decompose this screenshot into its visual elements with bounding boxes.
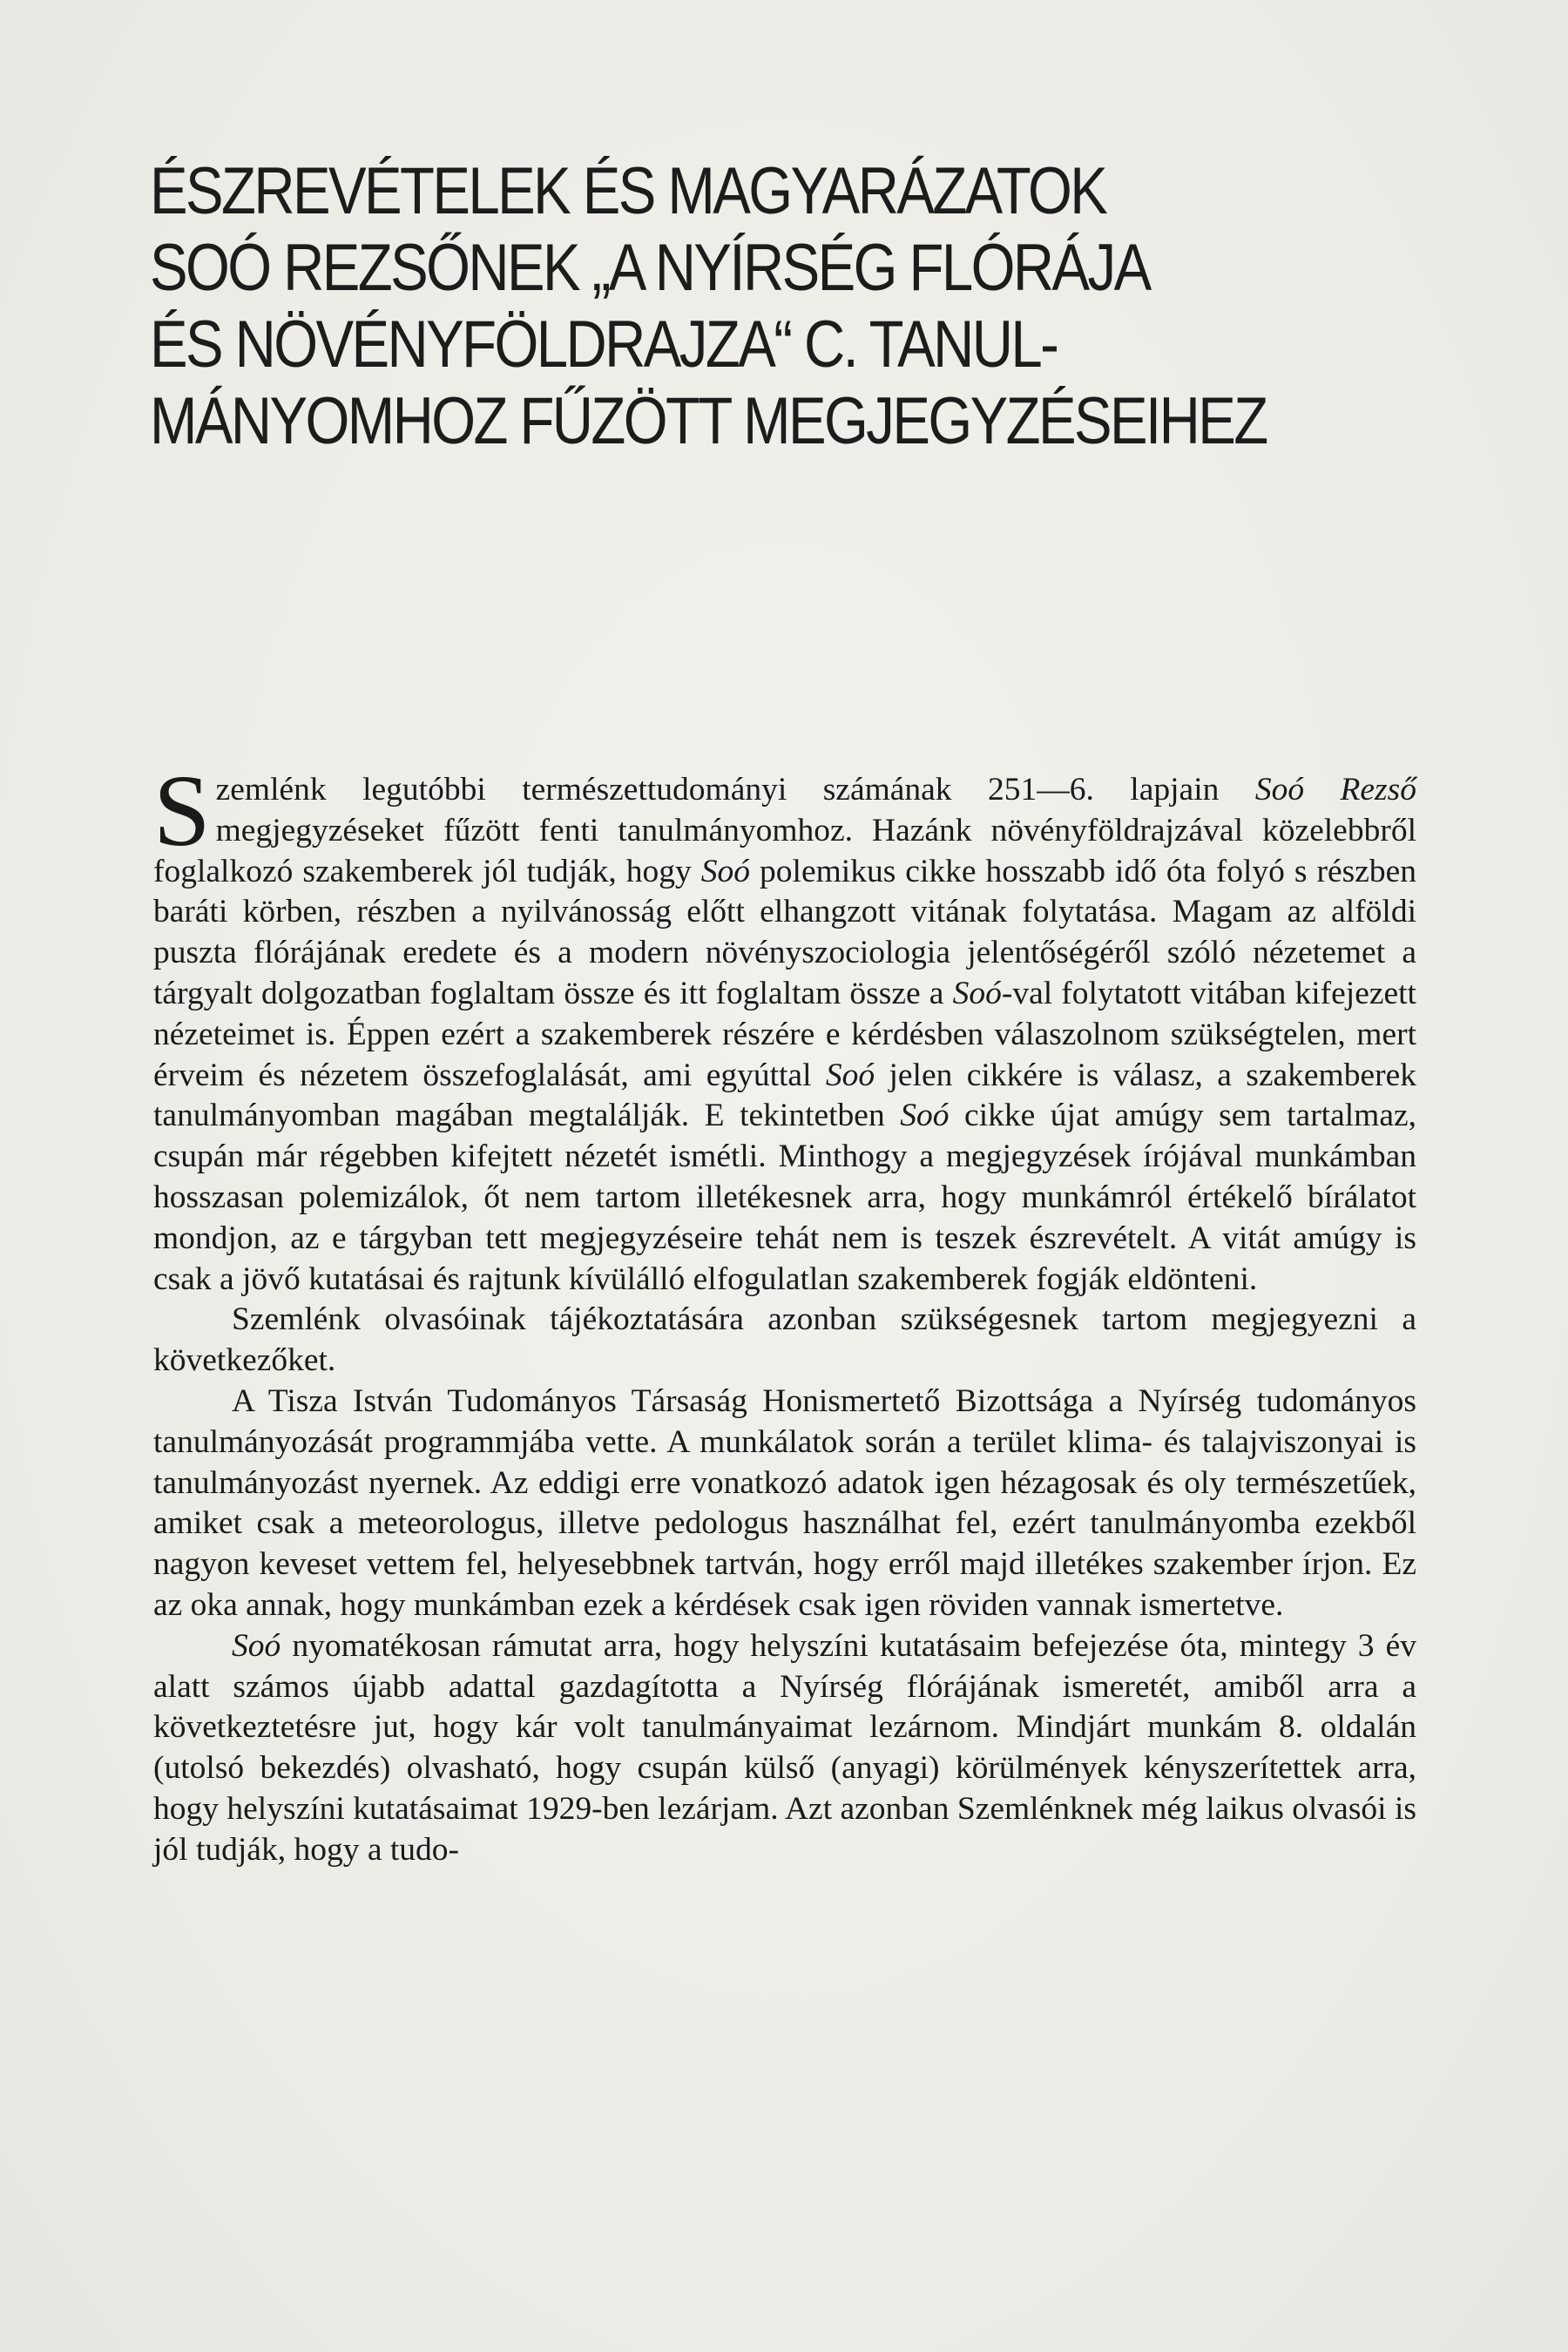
paragraph-1: [153, 754, 1416, 1300]
p4-text-1: nyomatékosan rámutat arra, hogy helyszíni kutatásaim befejezése óta, mintegy 3 év alatt számos újabb adattal gazdagította a Nyírség flórájának ismeretét, amiből arra a következtetésre jut, hogy kár volt tanulmányaimat lezárnom. Mindjárt munkám 8. oldalán (utolsó bekezdés) olvasható, hogy csupán külső (anyagi) körülmények kényszerítettek arra, hogy helyszíni kutatásaimat 1929-ben lezárjam. Azt azonban Szemlénknek még laikus olvasói is jól tudják, hogy a tudo-: [153, 1627, 1416, 1868]
article-title: [150, 153, 1267, 460]
author-name-italic: Soó: [952, 975, 1002, 1011]
p1-text-5: jelen cikkére is válasz, a szakemberek tanulmányomban magában megtalálják. E tekintetben: [153, 1057, 1416, 1134]
p1-text-1: zemlénk legutóbbi természettudományi számának 251—6. lapjain: [215, 772, 1255, 808]
author-name-italic: Soó: [825, 1057, 875, 1093]
paragraph-4: [153, 1626, 1416, 1871]
author-name-italic: Soó Rezső: [1254, 772, 1416, 808]
title-line-2: SOÓ REZSŐNEK „A NYÍRSÉG FLÓRÁJA: [150, 231, 1150, 305]
title-line-3: ÉS NÖVÉNYFÖLDRAJZA“ C. TANUL-: [150, 308, 1058, 382]
title-line-4: MÁNYOMHOZ FŰZÖTT MEGJEGYZÉSEIHEZ: [150, 384, 1267, 458]
author-name-italic: Soó: [232, 1627, 281, 1664]
p1-text-6: cikke újat amúgy sem tartalmaz, csupán már régebben kifejtett nézetét ismétli. Minthogy a megjegyzések írójával munkámban hosszasan polemizálok, őt nem tartom illetékesnek arra, hogy munkámról értékelő bírálatot mondjon, az e tárgyban tett megjegyzéseire tehát nem is teszek észrevételt. A vitát amúgy is csak a jövő kutatásai és rajtunk kívülálló elfogulatlan szakemberek fogják eldönteni.: [153, 1098, 1416, 1297]
p1-text-4: -val folytatott vitában kifejezett nézeteimet is. Éppen ezért a szakemberek részére e kérdésben válaszolnom szükségtelen, mert érveim és nézetem összefoglalását, ami egyúttal: [153, 975, 1416, 1093]
p1-text-2: megjegyzéseket fűzött fenti tanulmányomhoz. Hazánk növényföldrajzával közelebbről foglalkozó szakemberek jól tudják, hogy: [153, 812, 1416, 889]
article-body: [153, 754, 1416, 1871]
title-line-1: ÉSZREVÉTELEK ÉS MAGYARÁZATOK: [150, 154, 1106, 228]
p1-text-3: polemikus cikke hosszabb idő óta folyó s részben baráti körben, részben a nyilvánosság előtt elhangzott vitának folytatása. Magam az alföldi puszta flórájának eredete és a modern növényszociologia jelentőségéről szóló nézetemet a tárgyalt dolgozatban foglaltam össze és itt foglaltam össze a: [153, 853, 1416, 1011]
paragraph-3: A Tisza István Tudományos Társaság Honismertető Bizottsága a Nyírség tudományos tanulmányozását programmjába vette. A munkálatok során a terület klima- és talajviszonyai is tanulmányozást nyernek. Az eddigi erre vonatkozó adatok igen hézagosak és oly természetűek, amiket csak a meteorologus, illetve pedologus használhat fel, ezért tanulmányomba ezekből nagyon keveset vettem fel, helyesebbnek tartván, hogy erről majd illetékes szakember írjon. Ez az oka annak, hogy munkámban ezek a kérdések csak igen röviden vannak ismertetve.: [153, 1382, 1416, 1623]
author-name-italic: Soó: [900, 1098, 950, 1134]
author-name-italic: Soó: [700, 853, 751, 889]
paragraph-2: Szemlénk olvasóinak tájékoztatására azonban szükségesnek tartom megjegyezni a következőket.: [153, 1301, 1416, 1379]
drop-cap: S: [153, 754, 211, 868]
